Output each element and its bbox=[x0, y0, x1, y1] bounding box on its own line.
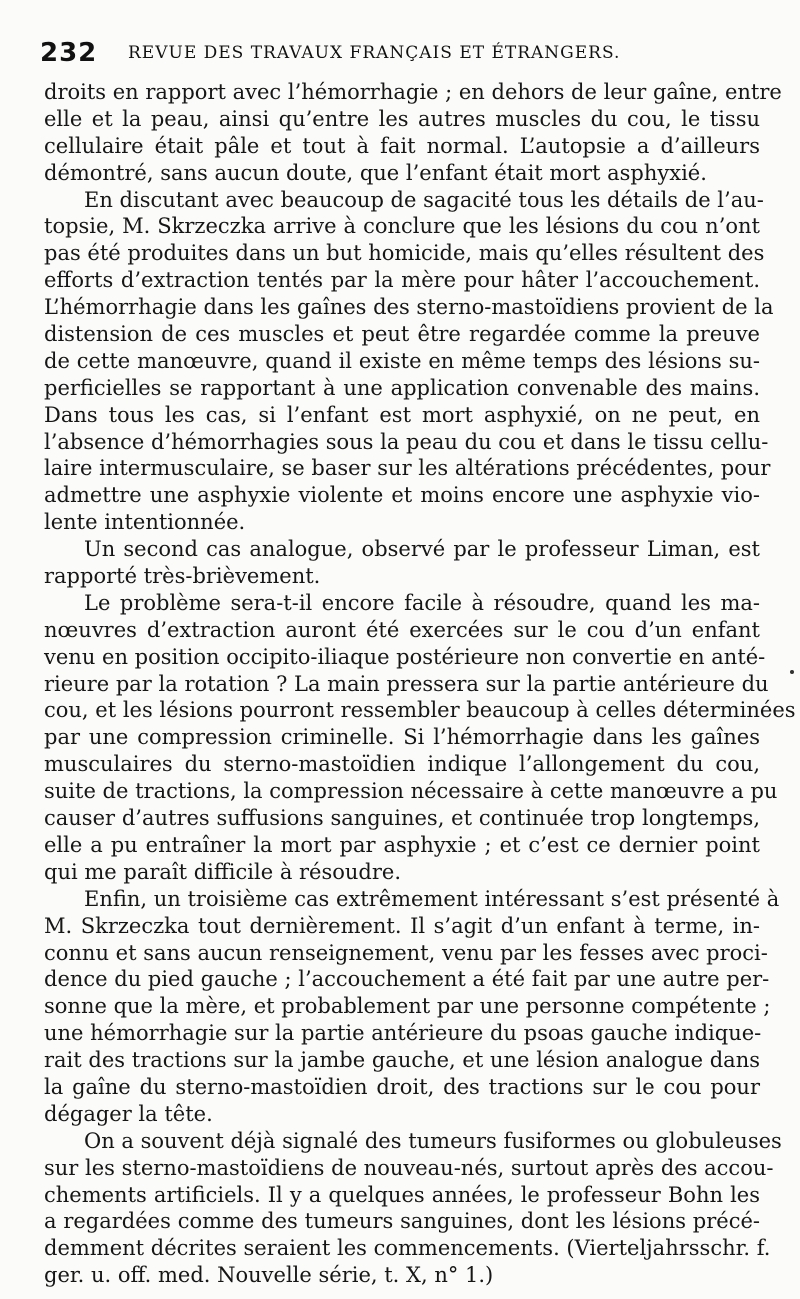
text-line: cellulaire était pâle et tout à fait normal. L’autopsie a d’ailleurs bbox=[44, 133, 760, 158]
text-line: la gaîne du sterno-mastoïdien droit, des tractions sur le cou pour bbox=[44, 1074, 760, 1099]
page-header bbox=[40, 38, 780, 74]
text-line: pas été produites dans un but homicide, mais qu’elles résultent des bbox=[44, 241, 765, 266]
text-line: droits en rapport avec l’hémorrhagie ; en dehors de leur gaîne, entre bbox=[44, 80, 782, 104]
text-line: rait des tractions sur la jambe gauche, et une lésion analogue dans bbox=[44, 1048, 760, 1073]
paragraph bbox=[44, 187, 774, 537]
print-speck bbox=[790, 670, 794, 674]
text-line: On a souvent déjà signalé des tumeurs fusiformes ou globuleuses bbox=[84, 1128, 782, 1153]
text-line: sur les sterno-mastoïdiens de nouveau-nés, surtout après des accou- bbox=[44, 1155, 774, 1180]
text-line: causer d’autres suffusions sanguines, et continuée trop longtemps, bbox=[44, 806, 760, 831]
paragraph bbox=[44, 79, 782, 187]
paragraph bbox=[44, 1128, 782, 1289]
running-head: REVUE DES TRAVAUX FRANÇAIS ET ÉTRANGERS. bbox=[128, 43, 621, 63]
text-line: rapporté très-brièvement. bbox=[44, 564, 321, 589]
body-text bbox=[44, 79, 796, 1289]
text-line: elle et la peau, ainsi qu’entre les autres muscles du cou, le tissu bbox=[44, 106, 760, 131]
text-line: En discutant avec beaucoup de sagacité tous les détails de l’au- bbox=[84, 187, 764, 212]
paragraph bbox=[44, 590, 796, 886]
text-line: Dans tous les cas, si l’enfant est mort asphyxié, on ne peut, en bbox=[44, 402, 760, 427]
text-line: une hémorrhagie sur la partie antérieure du psoas gauche indique- bbox=[44, 1021, 762, 1046]
text-line: M. Skrzeczka tout dernièrement. Il s’agit d’un enfant à terme, in- bbox=[44, 913, 760, 938]
text-line: dégager la tête. bbox=[44, 1101, 213, 1126]
text-line: distension de ces muscles et peut être regardée comme la preuve bbox=[44, 322, 760, 347]
text-line: lente intentionnée. bbox=[44, 510, 246, 535]
text-line: perficielles se rapportant à une application convenable des mains. bbox=[44, 375, 760, 400]
text-line: musculaires du sterno-mastoïdien indique l’allongement du cou, bbox=[44, 752, 760, 777]
text-line: Un second cas analogue, observé par le professeur Liman, est bbox=[84, 537, 760, 562]
text-line: qui me paraît difficile à résoudre. bbox=[44, 859, 402, 884]
text-line: a regardées comme des tumeurs sanguines, dont les lésions précé- bbox=[44, 1209, 760, 1234]
text-line: cou, et les lésions pourront ressembler beaucoup à celles déterminées bbox=[44, 698, 796, 723]
text-line: Enfin, un troisième cas extrêmement intéressant s’est présenté à bbox=[84, 886, 780, 911]
text-line: chements artificiels. Il y a quelques années, le professeur Bohn les bbox=[44, 1182, 760, 1207]
text-line: par une compression criminelle. Si l’hémorrhagie dans les gaînes bbox=[44, 725, 760, 750]
text-line: demment décrites seraient les commencements. (Vierteljahrsschr. f. bbox=[44, 1236, 771, 1261]
text-line: connu et sans aucun renseignement, venu par les fesses avec proci- bbox=[44, 940, 768, 965]
text-line: dence du pied gauche ; l’accouchement a été fait par une autre per- bbox=[44, 967, 770, 992]
text-line: ger. u. off. med. Nouvelle série, t. X, n° 1.) bbox=[44, 1263, 494, 1288]
text-line: laire intermusculaire, se baser sur les altérations précédentes, pour bbox=[44, 456, 771, 481]
text-line: topsie, M. Skrzeczka arrive à conclure que les lésions du cou n’ont bbox=[44, 214, 760, 239]
text-line: rieure par la rotation ? La main pressera sur la partie antérieure du bbox=[44, 671, 769, 696]
text-line: admettre une asphyxie violente et moins encore une asphyxie vio- bbox=[44, 483, 760, 508]
text-line: suite de tractions, la compression nécessaire à cette manœuvre a pu bbox=[44, 779, 778, 804]
text-line: l’absence d’hémorrhagies sous la peau du cou et dans le tissu cellu- bbox=[44, 429, 769, 454]
text-line: Le problème sera-t-il encore facile à résoudre, quand les ma- bbox=[84, 590, 760, 615]
text-line: venu en position occipito-iliaque postérieure non convertie en anté- bbox=[44, 644, 766, 669]
page-number: 232 bbox=[40, 38, 98, 68]
text-line: elle a pu entraîner la mort par asphyxie ; et c’est ce dernier point bbox=[44, 832, 760, 857]
text-line: L’hémorrhagie dans les gaînes des sterno-mastoïdiens provient de la bbox=[44, 295, 774, 320]
text-line: efforts d’extraction tentés par la mère pour hâter l’accouchement. bbox=[44, 268, 760, 293]
paragraph bbox=[44, 536, 760, 590]
paragraph bbox=[44, 886, 780, 1128]
text-line: de cette manœuvre, quand il existe en même temps des lésions su- bbox=[44, 348, 760, 373]
text-line: démontré, sans aucun doute, que l’enfant était mort asphyxié. bbox=[44, 160, 707, 185]
text-line: nœuvres d’extraction auront été exercées sur le cou d’un enfant bbox=[44, 617, 760, 642]
text-line: sonne que la mère, et probablement par une personne compétente ; bbox=[44, 994, 771, 1019]
